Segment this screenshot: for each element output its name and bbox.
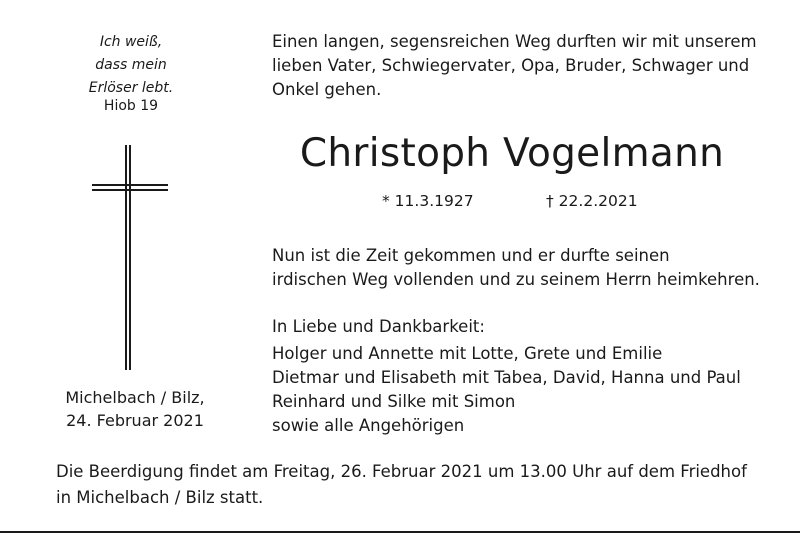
intro-line: Onkel gehen. (272, 80, 382, 99)
mourners-heading: In Liebe und Dankbarkeit: (272, 317, 485, 336)
funeral-notice (56, 459, 776, 511)
funeral-line: Die Beerdigung findet am Freitag, 26. Februar 2021 um 13.00 Uhr auf dem Friedhof (56, 462, 747, 481)
intro-line: Einen langen, segensreichen Weg durften wir mit unserem (272, 32, 757, 51)
quote-line: Ich weiß, (99, 34, 163, 50)
death-date: † 22.2.2021 (546, 192, 638, 210)
mourner-line: sowie alle Angehörigen (272, 416, 465, 435)
cross-horizontal-bar (92, 184, 168, 186)
intro-line: lieben Vater, Schwiegervater, Opa, Bruder, Schwager und (272, 56, 750, 75)
quote-line: Erlöser lebt. (88, 80, 174, 96)
deceased-name: Christoph Vogelmann (299, 131, 725, 176)
cross-horizontal-bar (92, 189, 168, 191)
quote-reference: Hiob 19 (103, 98, 159, 114)
mourners-list (272, 342, 772, 438)
date-line: 24. Februar 2021 (66, 411, 204, 430)
place-line: Michelbach / Bilz, (65, 388, 205, 407)
mourner-line: Reinhard und Silke mit Simon (272, 392, 516, 411)
bible-quote (56, 31, 206, 100)
mourner-line: Holger und Annette mit Lotte, Grete und Emilie (272, 344, 663, 363)
place-and-date (50, 386, 220, 432)
cross-vertical-bar (129, 145, 131, 370)
farewell-message (272, 244, 772, 292)
quote-line: dass mein (95, 57, 167, 73)
funeral-line: in Michelbach / Bilz statt. (56, 488, 264, 507)
message-line: irdischen Weg vollenden und zu seinem Herrn heimkehren. (272, 270, 760, 289)
intro-text (272, 30, 772, 102)
cross-icon (92, 145, 168, 370)
birth-date: * 11.3.1927 (382, 192, 474, 210)
mourner-line: Dietmar und Elisabeth mit Tabea, David, Hanna und Paul (272, 368, 741, 387)
cross-vertical-bar (125, 145, 127, 370)
message-line: Nun ist die Zeit gekommen und er durfte seinen (272, 246, 670, 265)
